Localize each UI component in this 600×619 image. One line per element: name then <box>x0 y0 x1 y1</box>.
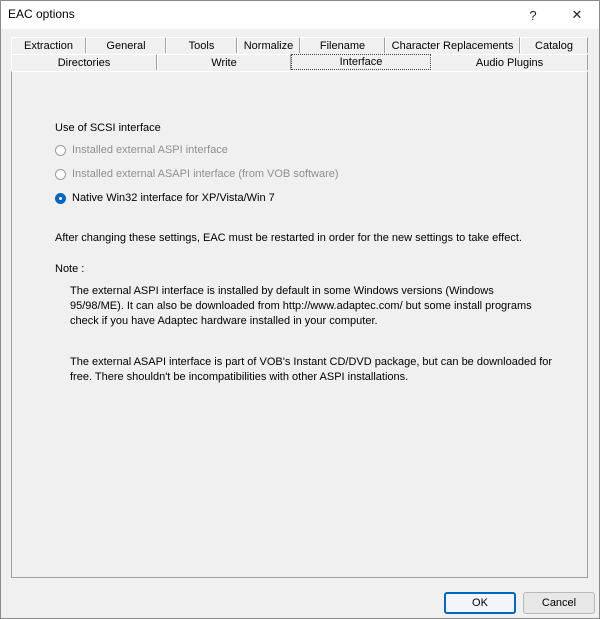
scsi-interface-label: Use of SCSI interface <box>55 122 161 134</box>
cancel-button[interactable]: Cancel <box>523 592 595 614</box>
title-bar <box>1 1 599 29</box>
tab-directories[interactable]: Directories <box>11 54 157 70</box>
close-icon: ✕ <box>571 7 583 22</box>
tab-normalize[interactable]: Normalize <box>237 37 300 53</box>
ok-button[interactable]: OK <box>444 592 516 614</box>
restart-notice: After changing these settings, EAC must be restarted in order for the new settings to take effect. <box>55 232 522 244</box>
radio-button-selected-icon[interactable] <box>55 193 66 204</box>
radio-label: Installed external ASAPI interface (from VOB software) <box>72 168 339 180</box>
note-aspi-paragraph: The external ASPI interface is installed by default in some Windows versions (Windows 95/98/ME). It can also be downloaded from http://www.adaptec.com/ but some install programs check if you have Adaptec hardware installed in your computer. <box>70 285 532 327</box>
radio-button-icon[interactable] <box>55 145 66 156</box>
tab-catalog[interactable]: Catalog <box>520 37 588 53</box>
window-title: EAC options <box>8 7 75 21</box>
note-label: Note : <box>55 263 85 275</box>
radio-external-asapi[interactable] <box>55 168 339 180</box>
tab-character-replacements[interactable]: Character Replacements <box>385 37 520 53</box>
tab-tools[interactable]: Tools <box>166 37 237 53</box>
close-button[interactable] <box>555 1 599 29</box>
tab-write[interactable]: Write <box>157 54 291 70</box>
radio-native-win32[interactable] <box>55 192 275 204</box>
tab-audio-plugins[interactable]: Audio Plugins <box>431 54 588 70</box>
help-button[interactable] <box>511 1 555 29</box>
tab-row-2 <box>11 54 588 71</box>
tab-extraction[interactable]: Extraction <box>11 37 86 53</box>
radio-button-icon[interactable] <box>55 169 66 180</box>
radio-label: Native Win32 interface for XP/Vista/Win 7 <box>72 192 275 204</box>
tab-row-1 <box>11 37 588 54</box>
tab-interface[interactable]: Interface <box>291 54 431 70</box>
radio-label: Installed external ASPI interface <box>72 144 228 156</box>
radio-external-aspi[interactable] <box>55 144 228 156</box>
help-icon: ? <box>529 7 537 23</box>
tab-filename[interactable]: Filename <box>300 37 385 53</box>
tab-general[interactable]: General <box>86 37 166 53</box>
note-asapi-paragraph: The external ASAPI interface is part of VOB's Instant CD/DVD package, but can be downloaded for free. There shouldn't be incompatibilities with other ASPI installations. <box>70 356 553 383</box>
